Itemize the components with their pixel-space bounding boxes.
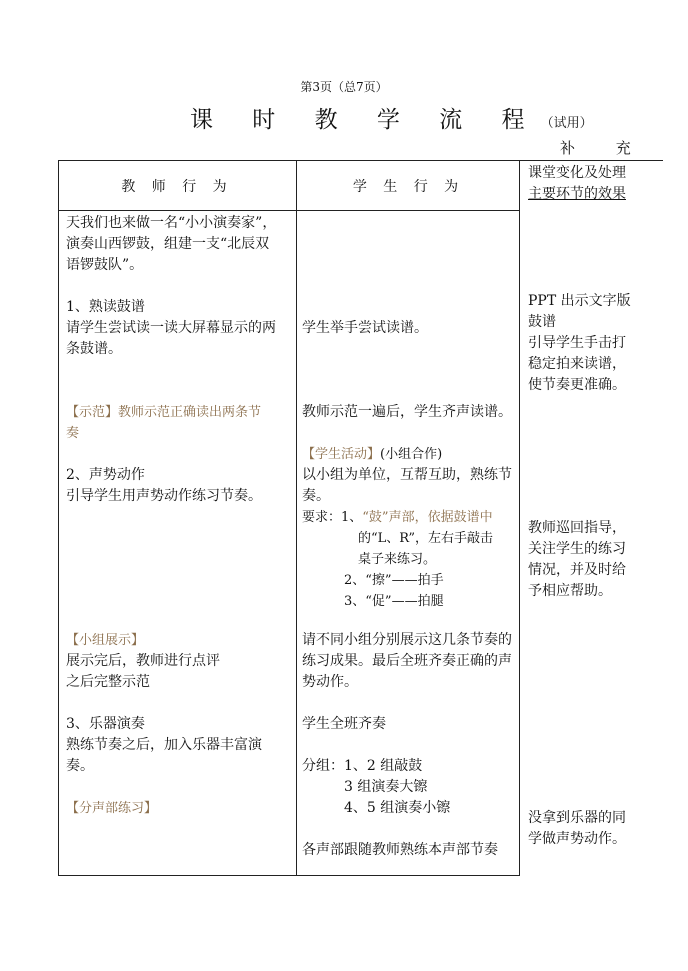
activity-text: 奏。 bbox=[302, 488, 330, 504]
step1-text: 请学生尝试读一读大屏幕显示的两 bbox=[66, 320, 276, 336]
student-column-header: 学 生 行 为 bbox=[352, 179, 465, 195]
column-divider bbox=[296, 160, 297, 876]
effect-no-instrument: 学做声势动作。 bbox=[528, 831, 626, 847]
demo-text: 教师示范正确读出两条节 bbox=[118, 405, 262, 420]
teacher-intro-line: 天我们也来做一名“小小演奏家”， bbox=[66, 215, 277, 231]
student-follow: 各声部跟随教师熟练本声部节奏 bbox=[302, 842, 498, 858]
student-show-text: 势动作。 bbox=[302, 674, 358, 690]
step3-text: 奏。 bbox=[66, 758, 94, 774]
group-assign: 分组：1、2 组敲鼓 bbox=[302, 758, 423, 774]
requirement-3: 3、“促”——拍腿 bbox=[344, 594, 444, 609]
teacher-intro-line: 语锣鼓队”。 bbox=[66, 257, 144, 273]
step2-title: 2、声势动作 bbox=[66, 467, 145, 483]
demo-tag: 【示范】 bbox=[66, 405, 119, 420]
step1-title: 1、熟读鼓谱 bbox=[66, 299, 145, 315]
group-show-tag bbox=[66, 630, 144, 651]
demo-text-tail: 奏 bbox=[66, 426, 80, 441]
effect-ppt: 引导学生手击打 bbox=[528, 335, 626, 351]
requirement-1a: “鼓”声部，依据鼓谱中 bbox=[362, 510, 493, 525]
step2-text: 引导学生用声势动作练习节奏。 bbox=[66, 488, 262, 504]
activity-text: 以小组为单位，互帮互助，熟练节 bbox=[302, 467, 512, 483]
demo-text-cont bbox=[66, 423, 79, 444]
activity-type: (小组合作) bbox=[380, 447, 443, 462]
effect-tour: 教师巡回指导， bbox=[528, 520, 626, 536]
requirement-label: 要求：1、 bbox=[302, 510, 363, 525]
effect-ppt: 鼓谱 bbox=[528, 314, 556, 330]
step3-text: 熟练节奏之后，加入乐器丰富演 bbox=[66, 737, 262, 753]
page-title bbox=[190, 101, 593, 134]
requirement-2: 2、“擦”——拍手 bbox=[344, 573, 444, 588]
requirement-1b: 的“L、R”，左右手敲击 bbox=[358, 531, 494, 546]
effect-no-instrument: 没拿到乐器的同 bbox=[528, 810, 626, 826]
effect-ppt: PPT 出示文字版 bbox=[528, 293, 631, 309]
page-number: 第3页（总7页） bbox=[300, 80, 388, 94]
student-show-text: 练习成果。最后全班齐奏正确的声 bbox=[302, 653, 512, 669]
requirement-line bbox=[302, 507, 493, 528]
effect-ppt: 使节奏更准确。 bbox=[528, 377, 626, 393]
group-assign: 3 组演奏大镲 bbox=[344, 779, 428, 795]
effect-ppt: 稳定拍来读谱， bbox=[528, 356, 626, 372]
student-try-read: 学生举手尝试读谱。 bbox=[302, 320, 428, 336]
effect-top-line bbox=[520, 160, 663, 161]
title-text: 课 时 教 学 流 程 bbox=[190, 107, 541, 133]
demo-line bbox=[66, 402, 261, 423]
show-text: 展示完后，教师进行点评 bbox=[66, 653, 220, 669]
requirement-1c: 桌子来练习。 bbox=[358, 552, 437, 567]
teacher-column-header: 教 师 行 为 bbox=[121, 179, 233, 195]
effect-header-line2: 主要环节的效果 bbox=[528, 186, 626, 202]
activity-tag: 【学生活动】 bbox=[302, 447, 381, 462]
show-text: 之后完整示范 bbox=[66, 674, 150, 690]
part-practice-label: 【分声部练习】 bbox=[66, 801, 158, 816]
group-show-label: 【小组展示】 bbox=[66, 633, 145, 648]
step1-text: 条鼓谱。 bbox=[66, 341, 122, 357]
step3-title: 3、乐器演奏 bbox=[66, 716, 145, 732]
teacher-intro-line: 演奏山西锣鼓，组建一支“北辰双 bbox=[66, 236, 270, 252]
group-assign: 4、5 组演奏小镲 bbox=[344, 800, 451, 816]
student-after-demo: 教师示范一遍后，学生齐声读谱。 bbox=[302, 404, 512, 420]
header-divider bbox=[58, 210, 520, 211]
effect-tour: 关注学生的练习 bbox=[528, 541, 626, 557]
effect-tour: 情况，并及时给 bbox=[528, 562, 626, 578]
title-suffix: （试用） bbox=[540, 116, 593, 131]
effect-tour: 予相应帮助。 bbox=[528, 583, 612, 599]
student-all-play: 学生全班齐奏 bbox=[302, 716, 386, 732]
activity-line bbox=[302, 444, 442, 465]
student-show-text: 请不同小组分别展示这几条节奏的 bbox=[302, 632, 512, 648]
part-practice-tag bbox=[66, 798, 157, 819]
effect-header-line1: 课堂变化及处理 bbox=[528, 165, 626, 181]
supplement-heading: 补 充 bbox=[560, 139, 649, 157]
